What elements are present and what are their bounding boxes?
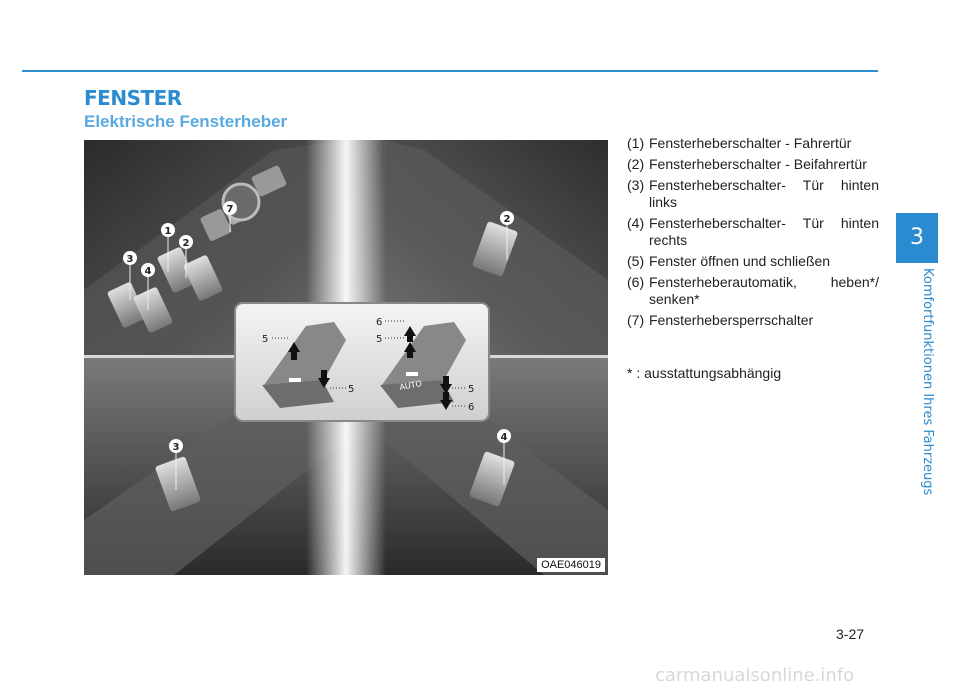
top-rule	[22, 70, 878, 72]
inset-label-6a: 6	[376, 317, 383, 328]
legend-item	[627, 156, 879, 173]
legend-number: (6)	[627, 274, 645, 290]
watermark: carmanualsonline.info	[655, 665, 855, 686]
inset-label-5c: 5	[376, 334, 383, 345]
inset-panel	[235, 303, 489, 421]
callout-3-bottom: 3	[172, 442, 180, 453]
section-title: FENSTER	[84, 86, 182, 110]
callout-1: 1	[164, 226, 172, 237]
footnote: * : ausstattungsabhängig	[627, 365, 782, 381]
legend-item	[627, 135, 879, 152]
page-number: 3-27	[836, 626, 865, 642]
legend-item	[627, 274, 879, 308]
callout-2-right: 2	[503, 214, 511, 225]
legend-item	[627, 177, 879, 211]
legend-text: Fenster öffnen und schließen	[649, 253, 831, 269]
legend-number: (7)	[627, 312, 645, 328]
legend-text: Fensterheberschalter- Tür hinten rechts	[649, 215, 879, 248]
callout-4: 4	[144, 266, 152, 277]
auto-label: AUTO	[398, 379, 423, 392]
figure-illustration	[84, 140, 608, 575]
callout-4-bottom: 4	[500, 432, 508, 443]
legend-item	[627, 253, 879, 270]
legend-text: Fensterheberautomatik, heben*/ senken*	[649, 274, 879, 307]
legend-text: Fensterheberschalter - Beifahrertür	[649, 156, 867, 172]
legend-text: Fensterheberschalter - Fahrertür	[649, 135, 852, 151]
chapter-tab: 3	[896, 213, 938, 263]
legend-number: (5)	[627, 253, 645, 269]
legend-number: (2)	[627, 156, 645, 172]
inset-label-6b: 6	[468, 402, 475, 413]
inset-label-5b: 5	[348, 384, 355, 395]
figure-code: OAE046019	[537, 558, 605, 572]
legend-item	[627, 312, 879, 329]
legend-number: (3)	[627, 177, 645, 193]
legend-text: Fensterheberschalter- Tür hinten links	[649, 177, 879, 210]
legend-number: (1)	[627, 135, 645, 151]
callout-2: 2	[182, 238, 190, 249]
legend-list	[627, 135, 879, 333]
legend-number: (4)	[627, 215, 645, 231]
window-switch-figure	[84, 140, 608, 575]
callout-3: 3	[126, 254, 134, 265]
chapter-side-label: Komfortfunktionen Ihres Fahrzeugs	[920, 268, 935, 496]
subtitle: Elektrische Fensterheber	[84, 112, 288, 131]
callout-7: 7	[226, 204, 234, 215]
legend-item	[627, 215, 879, 249]
legend-text: Fensterhebersperrschalter	[649, 312, 814, 328]
inset-label-5d: 5	[468, 384, 475, 395]
inset-label-5a: 5	[262, 334, 269, 345]
